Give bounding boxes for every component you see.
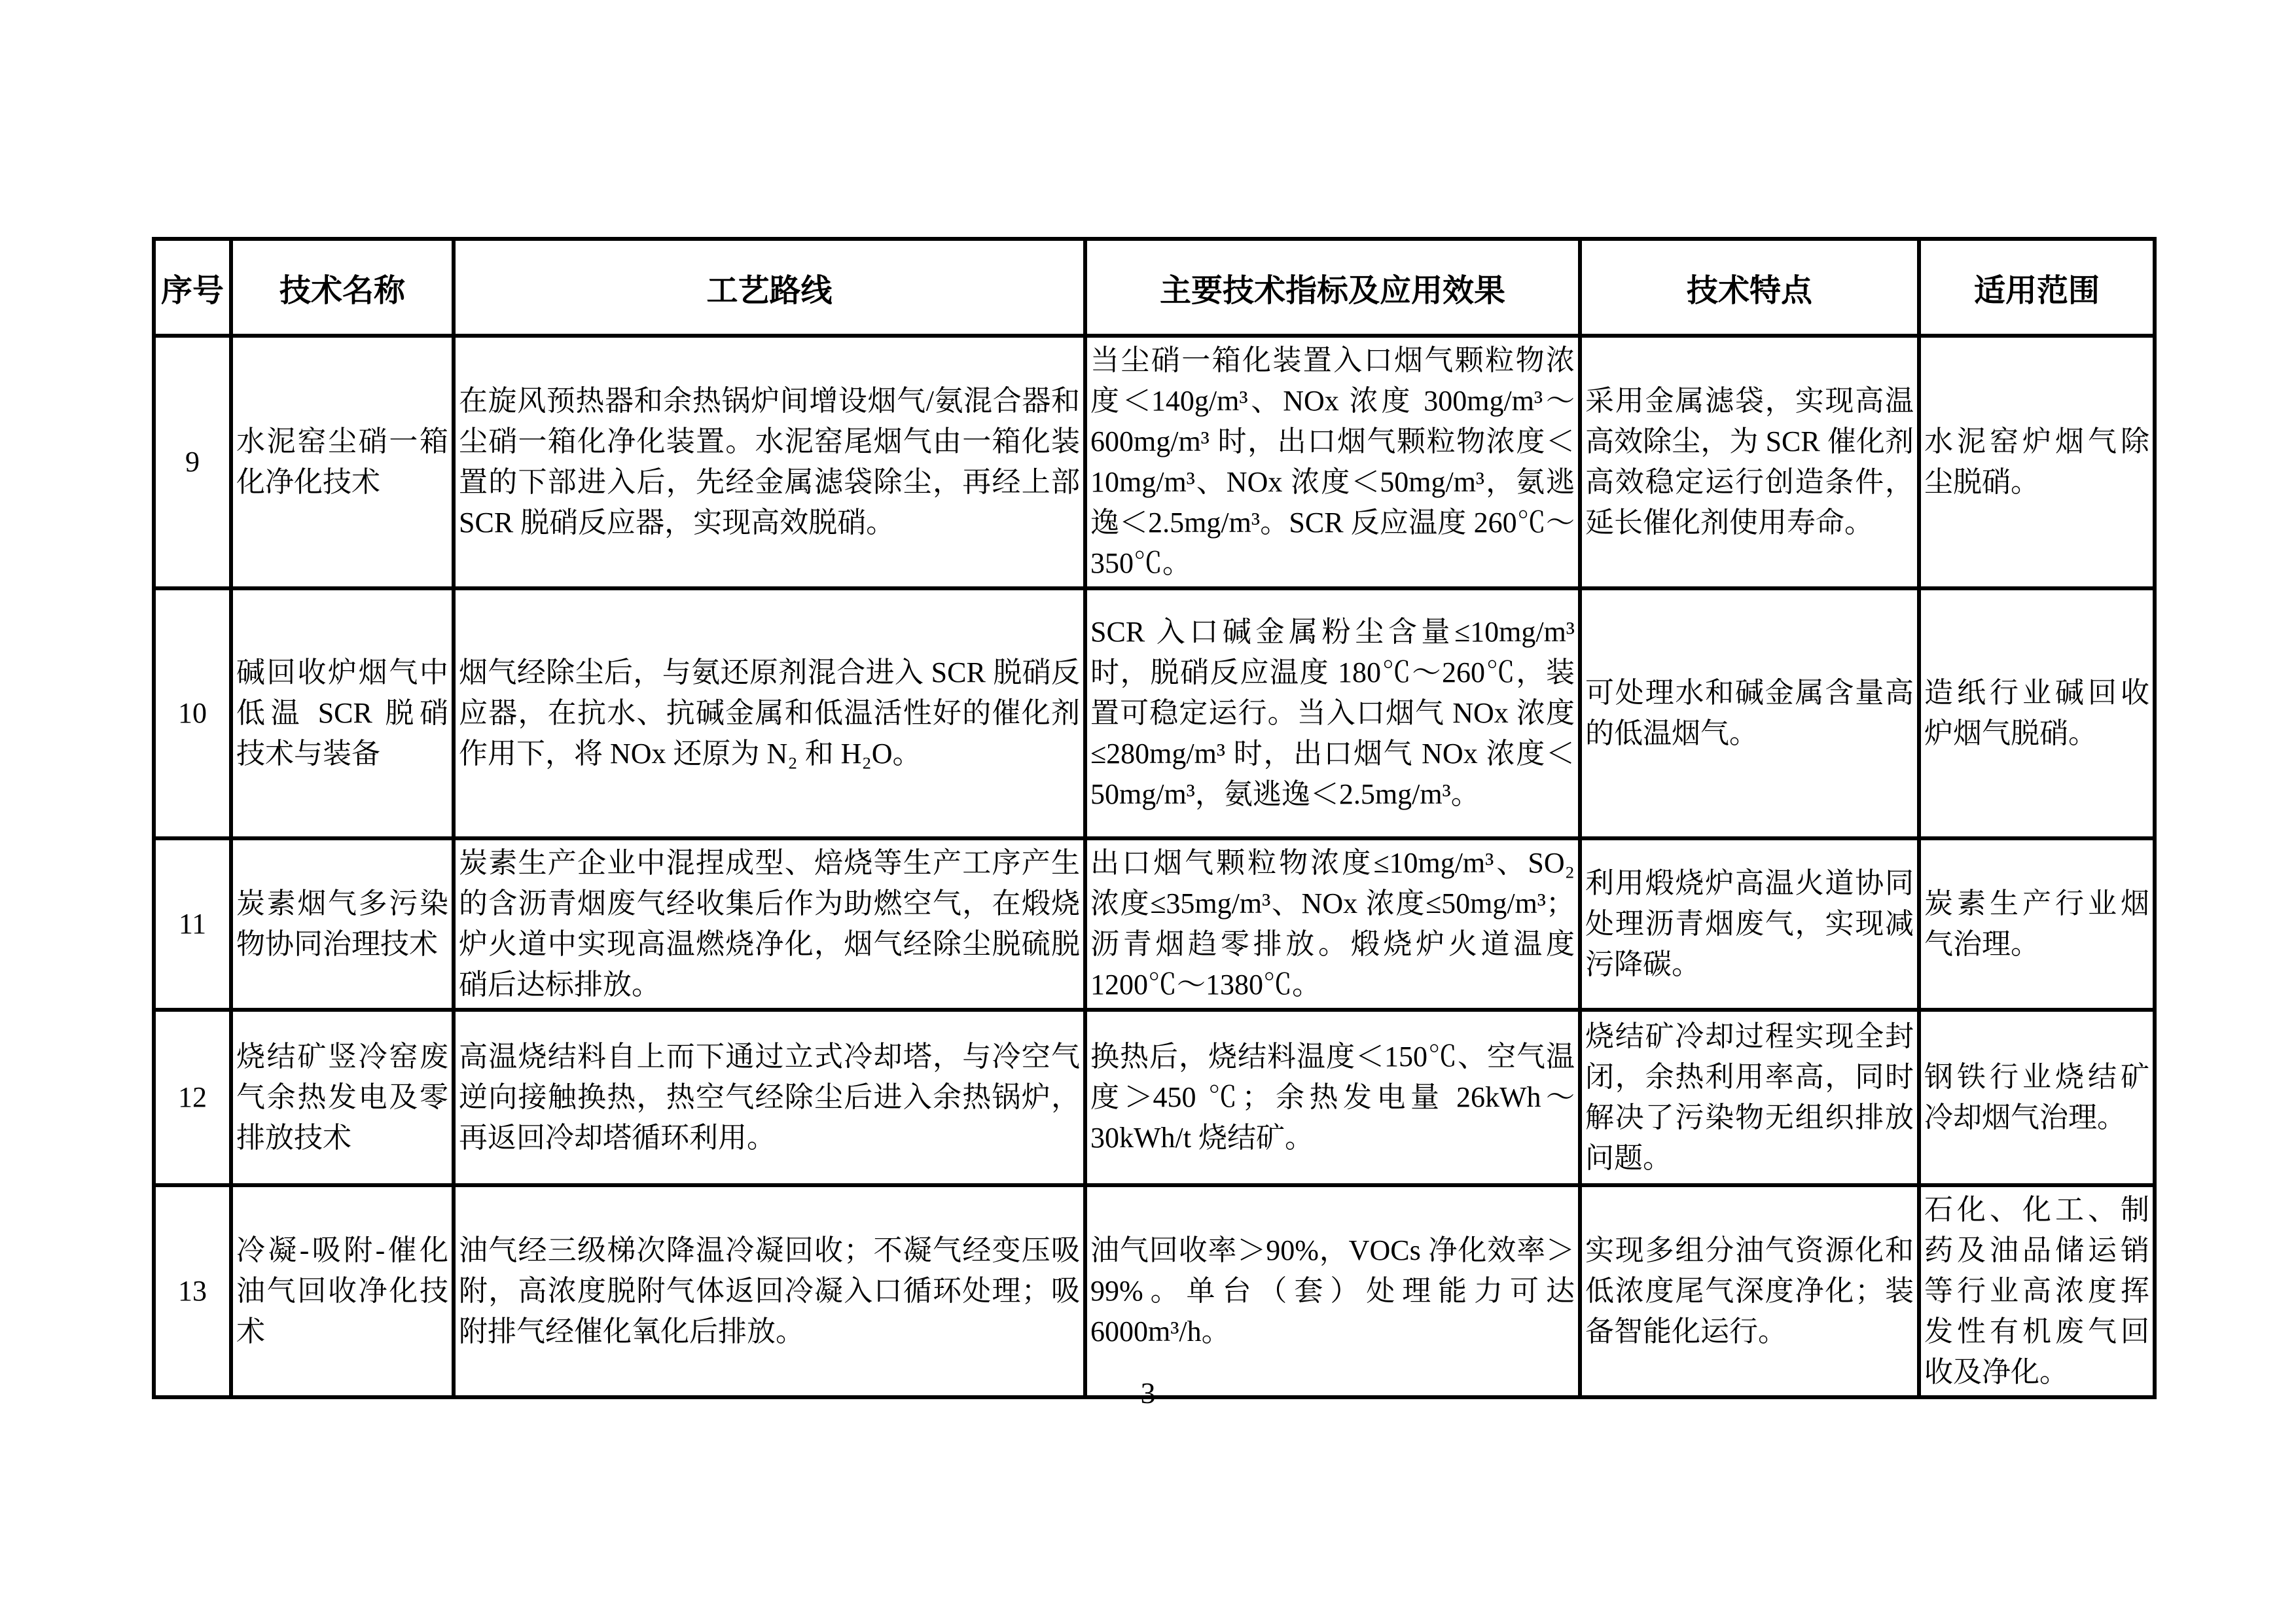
cell-features: 可处理水和碱金属含量高的低温烟气。 <box>1580 588 1919 838</box>
header-cell-no: 序号 <box>154 239 231 336</box>
table-row <box>154 1010 2155 1185</box>
cell-name: 水泥窑尘硝一箱化净化技术 <box>231 336 454 588</box>
cell-process: 高温烧结料自上而下通过立式冷却塔，与冷空气逆向接触换热，热空气经除尘后进入余热锅炉，再返回冷却塔循环利用。 <box>454 1010 1085 1185</box>
table-row <box>154 336 2155 588</box>
table-row <box>154 1185 2155 1397</box>
cell-scope: 钢铁行业烧结矿冷却烟气治理。 <box>1919 1010 2155 1185</box>
cell-indicators: 出口烟气颗粒物浓度≤10mg/m³、SO₂ 浓度≤35mg/m³、NOx 浓度≤50mg/m³；沥青烟趋零排放。煅烧炉火道温度 1200℃～1380℃。 <box>1085 838 1580 1010</box>
cell-name: 烧结矿竖冷窑废气余热发电及零排放技术 <box>231 1010 454 1185</box>
cell-features: 采用金属滤袋，实现高温高效除尘，为 SCR 催化剂高效稳定运行创造条件，延长催化剂使用寿命。 <box>1580 336 1919 588</box>
cell-indicators: 油气回收率＞90%，VOCs 净化效率＞99%。单台（套）处理能力可达 6000m³/h。 <box>1085 1185 1580 1397</box>
cell-no: 12 <box>154 1010 231 1185</box>
cell-no: 13 <box>154 1185 231 1397</box>
table-header-row <box>154 239 2155 336</box>
header-cell-features: 技术特点 <box>1580 239 1919 336</box>
cell-process: 在旋风预热器和余热锅炉间增设烟气/氨混合器和尘硝一箱化净化装置。水泥窑尾烟气由一箱化装置的下部进入后，先经金属滤袋除尘，再经上部 SCR 脱硝反应器，实现高效脱硝。 <box>454 336 1085 588</box>
page-number: — 3 — <box>1071 1376 1225 1410</box>
header-cell-process: 工艺路线 <box>454 239 1085 336</box>
cell-scope: 石化、化工、制药及油品储运销等行业高浓度挥发性有机废气回收及净化。 <box>1919 1185 2155 1397</box>
cell-features: 烧结矿冷却过程实现全封闭，余热利用率高，同时解决了污染物无组织排放问题。 <box>1580 1010 1919 1185</box>
table-row <box>154 588 2155 838</box>
header-cell-indicators: 主要技术指标及应用效果 <box>1085 239 1580 336</box>
table-row <box>154 838 2155 1010</box>
cell-indicators: 当尘硝一箱化装置入口烟气颗粒物浓度＜140g/m³、NOx 浓度 300mg/m³～600mg/m³ 时，出口烟气颗粒物浓度＜10mg/m³、NOx 浓度＜50mg/m³，氨逃逸＜2.5mg/m³。SCR 反应温度 260℃～350℃。 <box>1085 336 1580 588</box>
cell-process: 油气经三级梯次降温冷凝回收；不凝气经变压吸附，高浓度脱附气体返回冷凝入口循环处理；吸附排气经催化氧化后排放。 <box>454 1185 1085 1397</box>
cell-indicators: SCR 入口碱金属粉尘含量≤10mg/m³时，脱硝反应温度 180℃～260℃，装置可稳定运行。当入口烟气 NOx 浓度≤280mg/m³ 时，出口烟气 NOx 浓度＜50mg/m³，氨逃逸＜2.5mg/m³。 <box>1085 588 1580 838</box>
cell-scope: 造纸行业碱回收炉烟气脱硝。 <box>1919 588 2155 838</box>
cell-no: 11 <box>154 838 231 1010</box>
cell-name: 碱回收炉烟气中低温 SCR 脱硝技术与装备 <box>231 588 454 838</box>
cell-name: 冷凝-吸附-催化油气回收净化技术 <box>231 1185 454 1397</box>
header-cell-name: 技术名称 <box>231 239 454 336</box>
cell-scope: 炭素生产行业烟气治理。 <box>1919 838 2155 1010</box>
cell-no: 9 <box>154 336 231 588</box>
cell-scope: 水泥窑炉烟气除尘脱硝。 <box>1919 336 2155 588</box>
cell-indicators: 换热后，烧结料温度＜150℃、空气温度＞450 ℃；余热发电量 26kWh～30kWh/t 烧结矿。 <box>1085 1010 1580 1185</box>
cell-process: 炭素生产企业中混捏成型、焙烧等生产工序产生的含沥青烟废气经收集后作为助燃空气，在煅烧炉火道中实现高温燃烧净化，烟气经除尘脱硫脱硝后达标排放。 <box>454 838 1085 1010</box>
cell-process: 烟气经除尘后，与氨还原剂混合进入 SCR 脱硝反应器，在抗水、抗碱金属和低温活性好的催化剂作用下，将 NOx 还原为 N₂ 和 H₂O。 <box>454 588 1085 838</box>
header-cell-scope: 适用范围 <box>1919 239 2155 336</box>
cell-features: 利用煅烧炉高温火道协同处理沥青烟废气，实现减污降碳。 <box>1580 838 1919 1010</box>
technology-table <box>152 237 2157 1399</box>
cell-name: 炭素烟气多污染物协同治理技术 <box>231 838 454 1010</box>
cell-no: 10 <box>154 588 231 838</box>
cell-features: 实现多组分油气资源化和低浓度尾气深度净化；装备智能化运行。 <box>1580 1185 1919 1397</box>
